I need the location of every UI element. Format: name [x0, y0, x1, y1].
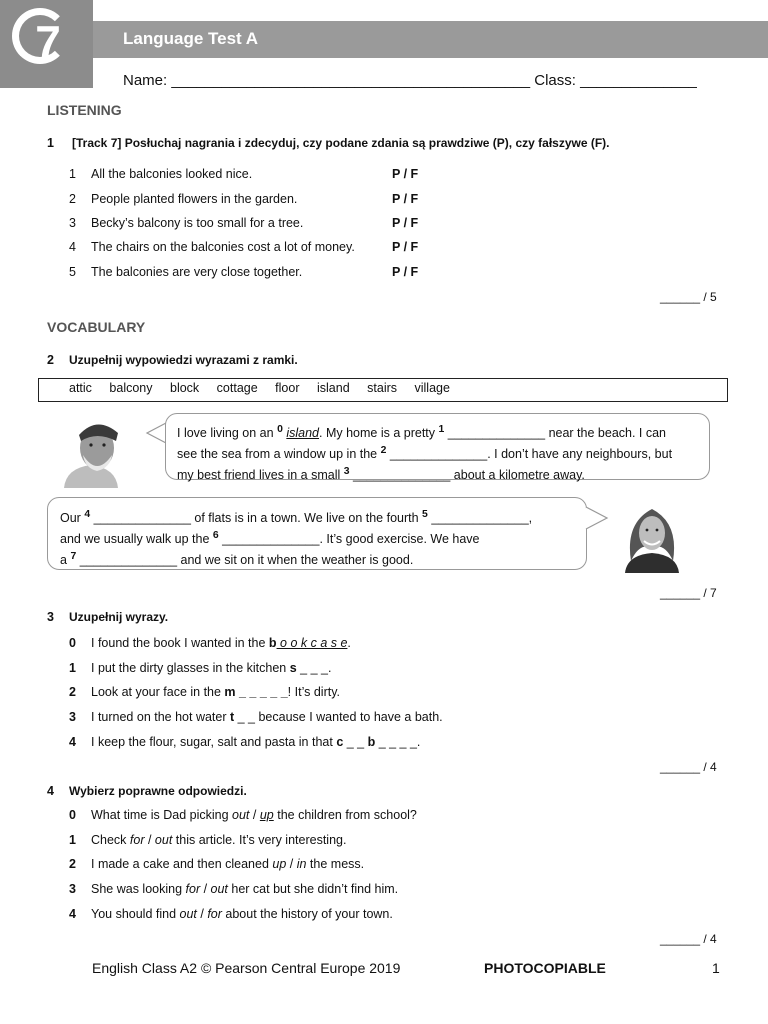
list-item: 1 Check for / out this article. It’s very interesting. [69, 833, 347, 847]
list-item: 3 Becky’s balcony is too small for a tree. [69, 216, 304, 230]
list-item: 1 All the balconies looked nice. [69, 167, 253, 181]
word-item: island [316, 381, 350, 395]
example-answer: island [286, 426, 320, 441]
option-up-selected[interactable]: up [259, 808, 274, 822]
q4-instruction: Wybierz poprawne odpowiedzi. [69, 784, 247, 798]
man-portrait-icon [52, 413, 130, 488]
footer-photocopiable: PHOTOCOPIABLE [484, 960, 606, 976]
man-avatar [52, 413, 130, 488]
pf-choice[interactable]: P / F [392, 192, 419, 206]
q3-score: ______ / 4 [660, 760, 717, 774]
speech-bubble-girl: Our $^4$ ______________ of flats is in a town. We live on the fourth $^5$ ______________, and we usually walk up the $^6$ ______________. It’s good exercise. We have a $^7$ ______________ and we sit on it when the weather is good. [47, 497, 587, 570]
word-gap[interactable]: _ _ _ _. [375, 735, 421, 749]
pf-choice[interactable]: P / F [392, 167, 419, 181]
name-class-line [123, 72, 697, 89]
bubble1-tail-icon [145, 422, 167, 444]
unit-badge [0, 0, 93, 88]
word-item: stairs [367, 381, 398, 395]
list-item: 0 What time is Dad picking out / up the children from school? [69, 808, 417, 822]
word-list [69, 381, 464, 395]
list-item: 3 I turned on the hot water t _ _ because I wanted to have a bath. [69, 710, 443, 724]
gap-7[interactable]: ______________ and we sit on it when the weather is good. [76, 553, 414, 568]
q4-number: 4 [47, 784, 54, 798]
word-item: cottage [216, 381, 258, 395]
class-label: Class: [534, 72, 576, 89]
gap-2[interactable]: ______________. I don’t have any neighbours, but [386, 447, 673, 462]
gap-1[interactable]: ______________ near the beach. I can [444, 426, 667, 441]
pf-choice[interactable]: P / F [392, 216, 419, 230]
q1-number: 1 [47, 136, 54, 150]
option-for[interactable]: for [129, 833, 145, 847]
name-label: Name: [123, 72, 168, 89]
q1-instruction: [Track 7] Posłuchaj nagrania i zdecyduj, czy podane zdania są prawdziwe (P), czy fałszywe (F). [72, 136, 610, 150]
speech-bubble-man: I love living on an $^0$ island. My home is a pretty $^1$ ______________ near the beach. I can see the sea from a window up in the $^2$ ______________. I don’t have any neighbours, but my best friend lives in a small $^3$ ______________ about a kilometre away. [165, 413, 710, 480]
option-in[interactable]: in [296, 857, 307, 871]
q3-header [47, 610, 168, 624]
gap-4[interactable]: ______________ of flats is in a town. We live on the fourth [90, 511, 423, 526]
q2-instruction: Uzupełnij wypowiedzi wyrazami z ramki. [69, 353, 298, 367]
option-out[interactable]: out [210, 882, 228, 896]
class-field[interactable]: ______________ [580, 72, 697, 89]
word-item: block [170, 381, 200, 395]
word-item: village [414, 381, 450, 395]
list-item: 2 Look at your face in the m _ _ _ _ _! It’s dirty. [69, 685, 340, 699]
option-for[interactable]: for [207, 907, 222, 921]
pf-choice[interactable]: P / F [392, 240, 419, 254]
footer-copyright: English Class A2 © Pearson Central Europe 2019 [92, 960, 401, 976]
option-out[interactable]: out [232, 808, 250, 822]
q2-header [47, 353, 298, 367]
q4-score: ______ / 4 [660, 932, 717, 946]
name-field[interactable]: ___________________________________________ [171, 72, 531, 89]
bubble2-tail-icon [585, 506, 609, 530]
option-out[interactable]: out [179, 907, 197, 921]
q2-number: 2 [47, 353, 54, 367]
list-item: 2 I made a cake and then cleaned up / in the mess. [69, 857, 365, 871]
unit-number: 7 [35, 16, 61, 68]
q2-score: ______ / 7 [660, 586, 717, 600]
option-up[interactable]: up [272, 857, 287, 871]
list-item: 4 You should find out / for about the history of your town. [69, 907, 393, 921]
list-item: 1 I put the dirty glasses in the kitchen s _ _ _. [69, 661, 332, 675]
gap-5[interactable]: ______________, [427, 511, 533, 526]
option-out[interactable]: out [154, 833, 173, 847]
example-answer: o o k c a s e [276, 636, 348, 650]
q1-header [47, 136, 610, 150]
list-item: 4 The chairs on the balconies cost a lot of money. [69, 240, 355, 254]
word-gap[interactable]: _ _ _. [296, 661, 332, 675]
list-item: 0 I found the book I wanted in the b o o k c a s e. [69, 636, 351, 650]
girl-avatar [615, 503, 689, 573]
girl-portrait-icon [615, 503, 689, 573]
gap-3[interactable]: ______________ about a kilometre away. [349, 468, 585, 483]
list-item: 4 I keep the flour, sugar, salt and pasta in that c _ _ b _ _ _ _. [69, 735, 421, 749]
vocabulary-heading: VOCABULARY [47, 319, 146, 335]
list-item: 2 People planted flowers in the garden. [69, 192, 298, 206]
word-item: attic [69, 381, 92, 395]
page-title: Language Test A [123, 29, 259, 48]
q3-instruction: Uzupełnij wyrazy. [69, 610, 169, 624]
word-gap[interactable]: _ _ [343, 735, 368, 749]
list-item: 3 She was looking for / out her cat but she didn’t find him. [69, 882, 399, 896]
q3-number: 3 [47, 610, 54, 624]
list-item: 5 The balconies are very close together. [69, 265, 303, 279]
q1-score: ______ / 5 [660, 290, 717, 304]
pf-choice[interactable]: P / F [392, 265, 419, 279]
q4-header [47, 784, 247, 798]
word-item: floor [275, 381, 300, 395]
word-item: balcony [109, 381, 153, 395]
title-bar [93, 21, 768, 58]
gap-6[interactable]: ______________. It’s good exercise. We have [218, 532, 480, 547]
word-gap[interactable]: m _ _ _ _ _ [224, 685, 288, 699]
page-number: 1 [712, 960, 720, 976]
option-for[interactable]: for [185, 882, 201, 896]
word-box [38, 378, 728, 402]
word-gap[interactable]: _ _ because I wanted to have a bath. [234, 710, 443, 724]
listening-heading: LISTENING [47, 102, 122, 118]
